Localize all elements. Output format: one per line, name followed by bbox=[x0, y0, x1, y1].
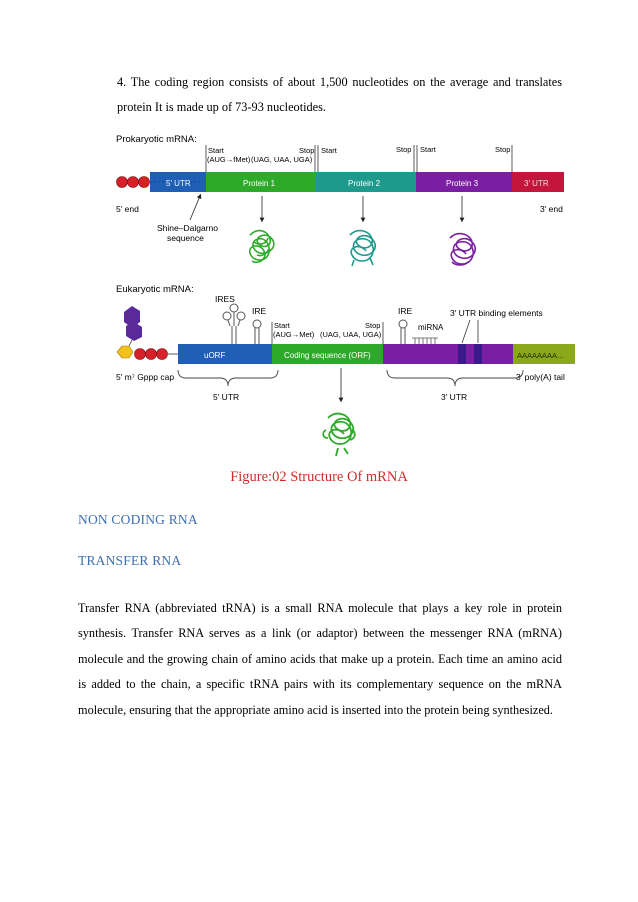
prok-protein2-label: Protein 2 bbox=[348, 179, 381, 188]
euk-ire-label: IRE bbox=[252, 306, 267, 316]
protein2-fold-icon bbox=[350, 231, 375, 266]
uorf-label: uORF bbox=[204, 351, 226, 360]
euk-stop-label: Stop bbox=[365, 321, 381, 330]
section-heading-transfer-rna: TRANSFER RNA bbox=[78, 553, 182, 568]
prok-cap-beads bbox=[117, 177, 150, 188]
coding-seq-label: Coding sequence (ORF) bbox=[284, 351, 371, 360]
prokaryotic-title: Prokaryotic mRNA: bbox=[116, 134, 197, 145]
prok-protein3-label: Protein 3 bbox=[446, 179, 479, 188]
cap-label: 5′ m⁷ Gppp cap bbox=[116, 372, 175, 382]
euk-utr5-label: 5′ UTR bbox=[213, 392, 240, 402]
prok-utr5-label: 5′ UTR bbox=[166, 179, 191, 188]
eukaryotic-title: Eukaryotic mRNA: bbox=[116, 284, 194, 295]
euk-stop-codons: (UAG, UAA, UGA) bbox=[320, 330, 382, 339]
transfer-rna-paragraph: Transfer RNA (abbreviated tRNA) is a small RNA molecule that plays a key role in protein synthesis. Transfer RNA serves as a link (or adaptor) between the messenger RNA (mRNA) molecule and the growing chain of amino acids that make up a protein. Each time an amino acid is added to the chain, a specific tRNA pairs with its complementary sequence on the mRNA molecule, ensuring that the appropriate amino acid is inserted into the protein being synthesized. bbox=[78, 601, 562, 717]
intro-paragraph: 4. The coding region consists of about 1,500 nucleotides on the average and translates protein It is made up of 73-93 nucleotides. bbox=[117, 75, 562, 114]
utr3-binding-label: 3′ UTR binding elements bbox=[450, 308, 543, 318]
euk-utr3-label: 3′ UTR bbox=[441, 392, 468, 402]
prok-stop2-label: Stop bbox=[396, 145, 412, 154]
prok-start1-codon: (AUG→fMet) bbox=[207, 155, 251, 164]
eukaryotic-protein-fold-icon bbox=[323, 414, 355, 456]
ire3-hairpin-icon bbox=[399, 320, 407, 344]
utr3-binding-element-1 bbox=[458, 344, 466, 364]
prok-start3-label: Start bbox=[420, 145, 436, 154]
euk-utr3-segment bbox=[383, 344, 513, 364]
ires-label: IRES bbox=[215, 294, 235, 304]
protein3-fold-icon bbox=[450, 234, 475, 265]
shine-dalgarno-label-1: Shine–Dalgarno bbox=[157, 223, 218, 233]
mirna-binding-icon bbox=[412, 338, 438, 344]
utr3-binding-element-2 bbox=[474, 344, 482, 364]
ires-hairpin-icon bbox=[223, 304, 245, 344]
prok-5end-label: 5′ end bbox=[116, 204, 139, 214]
prok-3end-label: 3′ end bbox=[540, 204, 563, 214]
prok-protein1-label: Protein 1 bbox=[243, 179, 276, 188]
mrna-structure-figure bbox=[112, 130, 582, 465]
ire-hairpin-icon bbox=[253, 320, 261, 344]
euk-start-codon: (AUG→Met) bbox=[273, 330, 315, 339]
prok-stop1-codons: (UAG, UAA, UGA) bbox=[251, 155, 313, 164]
mirna-label: miRNA bbox=[418, 323, 444, 332]
polya-seq-label: AAAAAAAA... bbox=[517, 351, 564, 360]
euk-start-label: Start bbox=[274, 321, 290, 330]
euk-cap-beads bbox=[135, 349, 168, 360]
prok-stop3-label: Stop bbox=[495, 145, 511, 154]
prok-start1-label: Start bbox=[208, 146, 224, 155]
protein1-fold-icon bbox=[250, 231, 274, 263]
utr3-brace bbox=[387, 370, 523, 386]
figure-caption: Figure:02 Structure Of mRNA bbox=[230, 469, 408, 485]
shine-dalgarno-label-2: sequence bbox=[167, 233, 204, 243]
prok-stop1-label: Stop bbox=[299, 146, 315, 155]
euk-ire3-label: IRE bbox=[398, 306, 413, 316]
section-heading-non-coding-rna: NON CODING RNA bbox=[78, 512, 198, 527]
polya-tail-label: 3′ poly(A) tail bbox=[516, 372, 565, 382]
prok-utr3-label: 3′ UTR bbox=[524, 179, 549, 188]
prok-start2-label: Start bbox=[321, 146, 337, 155]
utr5-brace bbox=[178, 370, 278, 386]
